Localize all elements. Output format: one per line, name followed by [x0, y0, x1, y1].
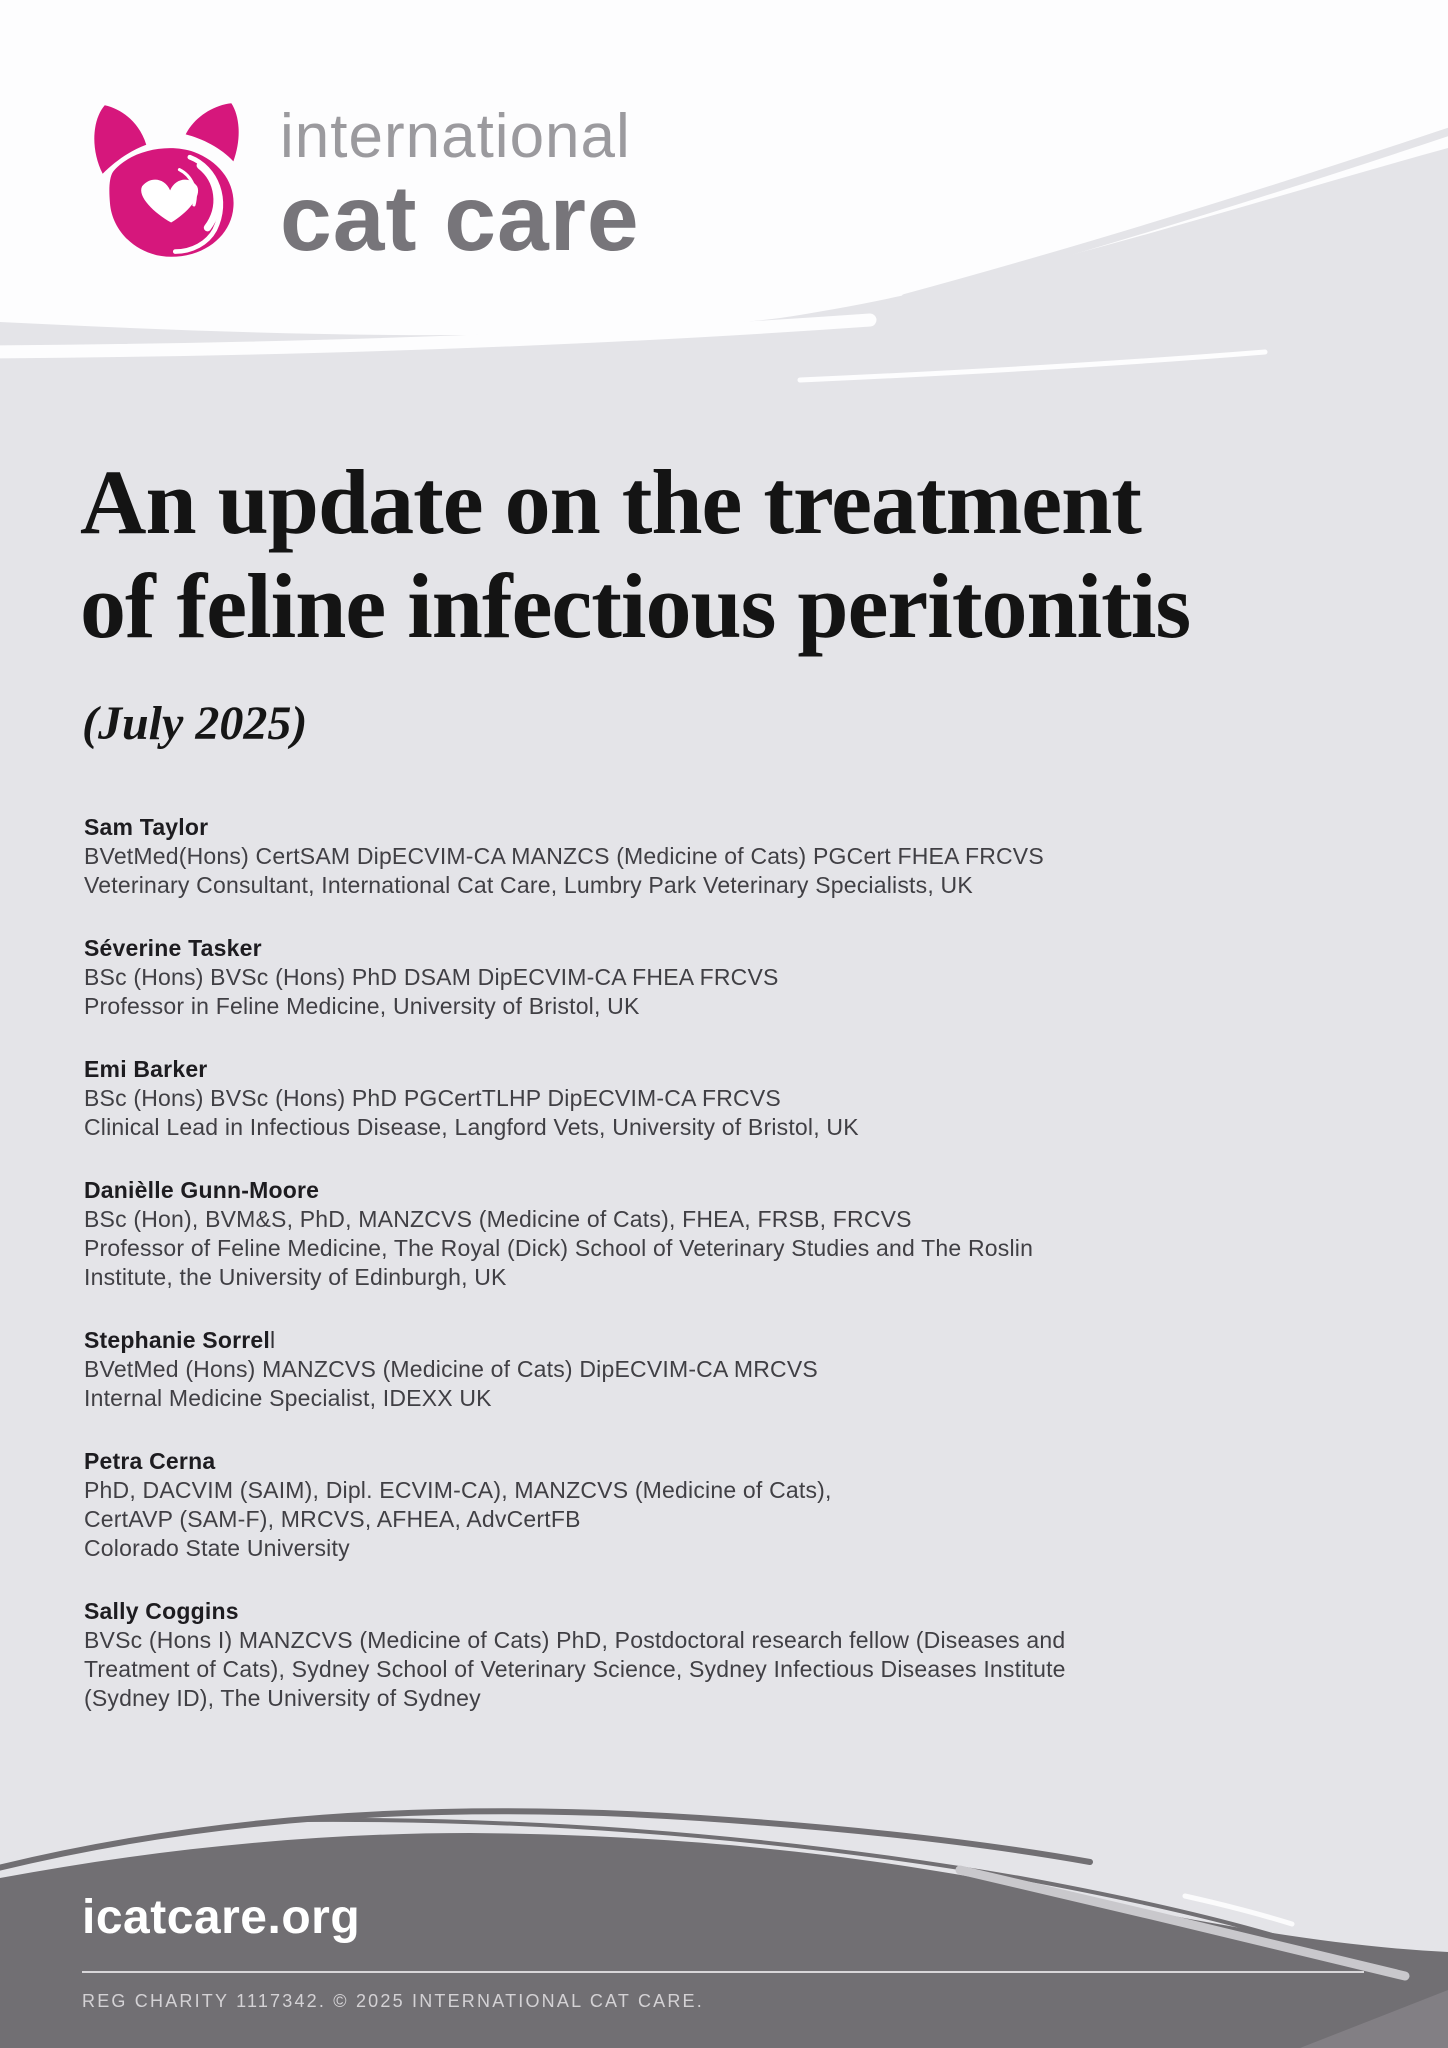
- author-credentials: BSc (Hons) BVSc (Hons) PhD PGCertTLHP DipECVIM-CA FRCVS: [84, 1085, 781, 1111]
- author-affiliation: Colorado State University: [84, 1535, 350, 1561]
- author-name: Sam Taylor: [84, 814, 209, 840]
- author-name: Sally Coggins: [84, 1598, 239, 1624]
- author-affiliation: Veterinary Consultant, International Cat Care, Lumbry Park Veterinary Specialists, UK: [84, 872, 973, 898]
- author-affiliation: Institute, the University of Edinburgh, UK: [84, 1264, 507, 1290]
- author-block: [84, 1325, 1380, 1413]
- publication-date: (July 2025): [82, 697, 308, 750]
- author-block: [84, 812, 1380, 900]
- website-url[interactable]: icatcare.org: [82, 1891, 361, 1944]
- author-block: [84, 1596, 1380, 1713]
- author-credentials: CertAVP (SAM-F), MRCVS, AFHEA, AdvCertFB: [84, 1506, 581, 1532]
- author-name: Stephanie Sorrell: [84, 1327, 276, 1353]
- logo-word-cat-care: cat care: [280, 166, 640, 270]
- author-credentials: BVetMed(Hons) CertSAM DipECVIM-CA MANZCS (Medicine of Cats) PGCert FHEA FRCVS: [84, 843, 1044, 869]
- footer-divider: [82, 1971, 1364, 1973]
- author-name: Séverine Tasker: [84, 935, 262, 961]
- author-affiliation: (Sydney ID), The University of Sydney: [84, 1685, 481, 1711]
- page-title-line1: An update on the treatment: [80, 451, 1141, 553]
- charity-registration-text: REG CHARITY 1117342. © 2025 INTERNATIONAL CAT CARE.: [82, 1991, 704, 2011]
- icc-logo: [84, 96, 640, 270]
- author-credentials: BVetMed (Hons) MANZCVS (Medicine of Cats) DipECVIM-CA MRCVS: [84, 1356, 818, 1382]
- author-block: [84, 1054, 1380, 1142]
- logo-wordmark: [280, 96, 640, 270]
- cat-logo-icon: [84, 96, 250, 264]
- author-affiliation: Clinical Lead in Infectious Disease, Langford Vets, University of Bristol, UK: [84, 1114, 859, 1140]
- author-block: [84, 1175, 1380, 1292]
- author-block: [84, 1446, 1380, 1563]
- authors-list: [84, 812, 1380, 1746]
- author-affiliation: Treatment of Cats), Sydney School of Veterinary Science, Sydney Infectious Diseases Institute: [84, 1656, 1066, 1682]
- author-credentials: PhD, DACVIM (SAIM), Dipl. ECVIM-CA), MANZCVS (Medicine of Cats),: [84, 1477, 832, 1503]
- author-credentials: BSc (Hon), BVM&S, PhD, MANZCVS (Medicine of Cats), FHEA, FRSB, FRCVS: [84, 1206, 912, 1232]
- author-block: [84, 933, 1380, 1021]
- page-title: [80, 450, 1190, 658]
- author-name: Emi Barker: [84, 1056, 208, 1082]
- author-credentials: BSc (Hons) BVSc (Hons) PhD DSAM DipECVIM-CA FHEA FRCVS: [84, 964, 779, 990]
- logo-word-international: international: [280, 102, 631, 171]
- author-affiliation: Professor in Feline Medicine, University of Bristol, UK: [84, 993, 640, 1019]
- author-name: Danièlle Gunn-Moore: [84, 1177, 320, 1203]
- author-affiliation: Internal Medicine Specialist, IDEXX UK: [84, 1385, 492, 1411]
- author-name: Petra Cerna: [84, 1448, 216, 1474]
- author-affiliation: Professor of Feline Medicine, The Royal (Dick) School of Veterinary Studies and The Roslin: [84, 1235, 1034, 1261]
- author-credentials: BVSc (Hons I) MANZCVS (Medicine of Cats) PhD, Postdoctoral research fellow (Diseases and: [84, 1627, 1066, 1653]
- page-title-line2: of feline infectious peritonitis: [80, 555, 1191, 657]
